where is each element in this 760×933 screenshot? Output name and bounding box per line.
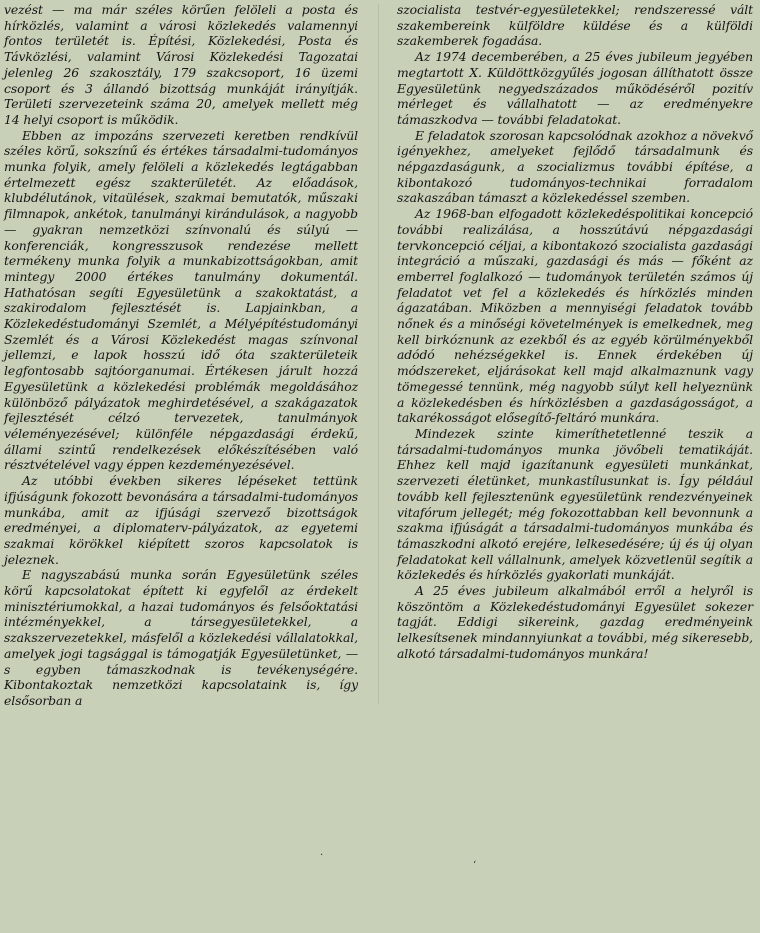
paragraph: Az 1974 decemberében, a 25 éves jubileum jegyében megtartott X. Küldöttközgyűlés jogosan állíthatott össze Egyesületünk negyedszázados működéséről pozitív mérleget és vállalhatott — az eredményekre támaszkodva — további feladatokat. [397,49,753,127]
paragraph: Mindezek szinte kimeríthetetlenné teszik a társadalmi-tudományos munka jövőbeli tematikáját. Ehhez kell majd igazítanunk egyesületi munkánkat, szervezeti életünket, munkastílusunkat is. Így például tovább kell fejlesztenünk egyesületünk rendezvényeinek vitafórum jellegét; még fokozottabban kell bevonnunk a szakma ifjúságát a társadalmi-tudományos munkába és támaszkodni alkotó erejére, lelkesedésére; új és új olyan feladatokat kell vállalnunk, amelyek közvetlenül segítik a közlekedés és hírközlés gyakorlati munkáját. [397,425,753,583]
paragraph: Ebben az impozáns szervezeti keretben rendkívül széles körű, sokszínű és értékes társadalmi-tudományos munka folyik, amely felöleli a közlekedés legtágabban értelmezett egész szakterületét. Az előadások, klubdélutánok, vitaülések, szakmai bemutatók, műszaki filmnapok, ankétok, tanulmányi kirándulások, a nagyobb — gyakran nemzetközi színvonalú és súlyú — konferenciák, kongresszusok rendezése mellett termékeny munka folyik a munkabizottságokban, amit mintegy 2000 értékes tanulmány dokumentál. Hathatósan segíti Egyesületünk a szakoktatást, a szakirodalom fejlesztését is. Lapjainkban, a Közlekedéstudományi Szemlét, a Mélyépítéstudományi Szemlét és a Városi Közlekedést magas színvonal jellemzi, e lapok hosszú idő óta szakterületeik legfontosabb sajtóorganumai. Értékesen járult hozzá Egyesületünk a közlekedési problémák megoldásához különböző pályázatok meghirdetésével, a szakágazatok fejlesztését célzó tervezetek, tanulmányok véleményezésével; különféle népgazdasági érdekű, állami szintű rendelkezések előkészítésében való résztvételével vagy éppen kezdeményezésével. [4,127,358,473]
paragraph: szocialista testvér-egyesületekkel; rendszeressé vált szakembereink külföldre küldése és a külföldi szakemberek fogadása. [397,2,753,49]
column-divider [378,4,379,704]
paragraph: E feladatok szorosan kapcsolódnak azokhoz a növekvő igényekhez, amelyeket fejlődő társadalmunk és népgazdaságunk, a szocializmus további építése, a kibontakozó tudományos-technikai forradalom szakaszában támaszt a közlekedéssel szemben. [397,127,753,206]
right-column [397,2,753,662]
paragraph: vezést — ma már széles körűen felöleli a posta és hírközlés, valamint a városi közlekedés valamennyi fontos területét is. Építési, Közlekedési, Posta és Távközlési, valamint Városi Közlekedési Tagozatai jelenleg 26 szakosztály, 179 szakcsoport, 16 üzemi csoport és 3 állandó bizottság munkáját irányítják. Területi szervezeteink száma 20, amelyek mellett még 14 helyi csoport is működik. [4,2,358,127]
paragraph: Az 1968-ban elfogadott közlekedéspolitikai koncepció további realizálása, a hosszútávú népgazdasági tervkoncepció céljai, a kibontakozó szocialista gazdasági integráció a műszaki, gazdasági és más — főként az emberrel foglalkozó — tudományok területén számos új feladatot vet fel a közlekedés és hírközlés minden ágazatában. Miközben a mennyiségi feladatok tovább nőnek és a minőségi követelmények is emelkednek, meg kell birkóznunk az ezekből és az egyéb körülményekből adódó nehézségekkel is. Ennek érdekében új módszereket, eljárásokat kell majd alkalmaznunk vagy tömegessé tennünk, még nagyobb súlyt kell helyeznünk a közlekedésben és hírközlésben a gazdaságosságot, a takarékosságot elősegítő-feltáró munkára. [397,206,753,426]
paragraph: A 25 éves jubileum alkalmából erről a helyről is köszöntöm a Közlekedéstudományi Egyesület sokezer tagját. Eddigi sikereink, gazdag eredményeink lelkesítsenek mindannyiunkat a további, még sikeresebb, alkotó társadalmi-tudományos munkára! [397,583,753,661]
paragraph: Az utóbbi években sikeres lépéseket tettünk ifjúságunk fokozott bevonására a társadalmi-tudományos munkába, amit az ifjúsági szervező bizottságok eredményei, a diplomaterv-pályázatok, az egyetemi szakmai körökkel kiépített szoros kapcsolatok is jeleznek. [4,473,358,567]
left-column [4,2,358,709]
scan-speck: · [320,850,324,861]
scan-speck: ‘ [473,860,477,871]
paragraph: E nagyszabású munka során Egyesületünk széles körű kapcsolatokat épített ki egyfelől az érdekelt minisztériumokkal, a hazai tudományos és felsőoktatási intézményekkel, a társegyesületekkel, a szakszervezetekkel, másfelől a közlekedési vállalatokkal, amelyek jogi tagsággal is támogatják Egyesületünket, — s egyben támaszkodnak is tevékenységére. Kibontakoztak nemzetközi kapcsolataink is, így elsősorban a [4,567,358,708]
